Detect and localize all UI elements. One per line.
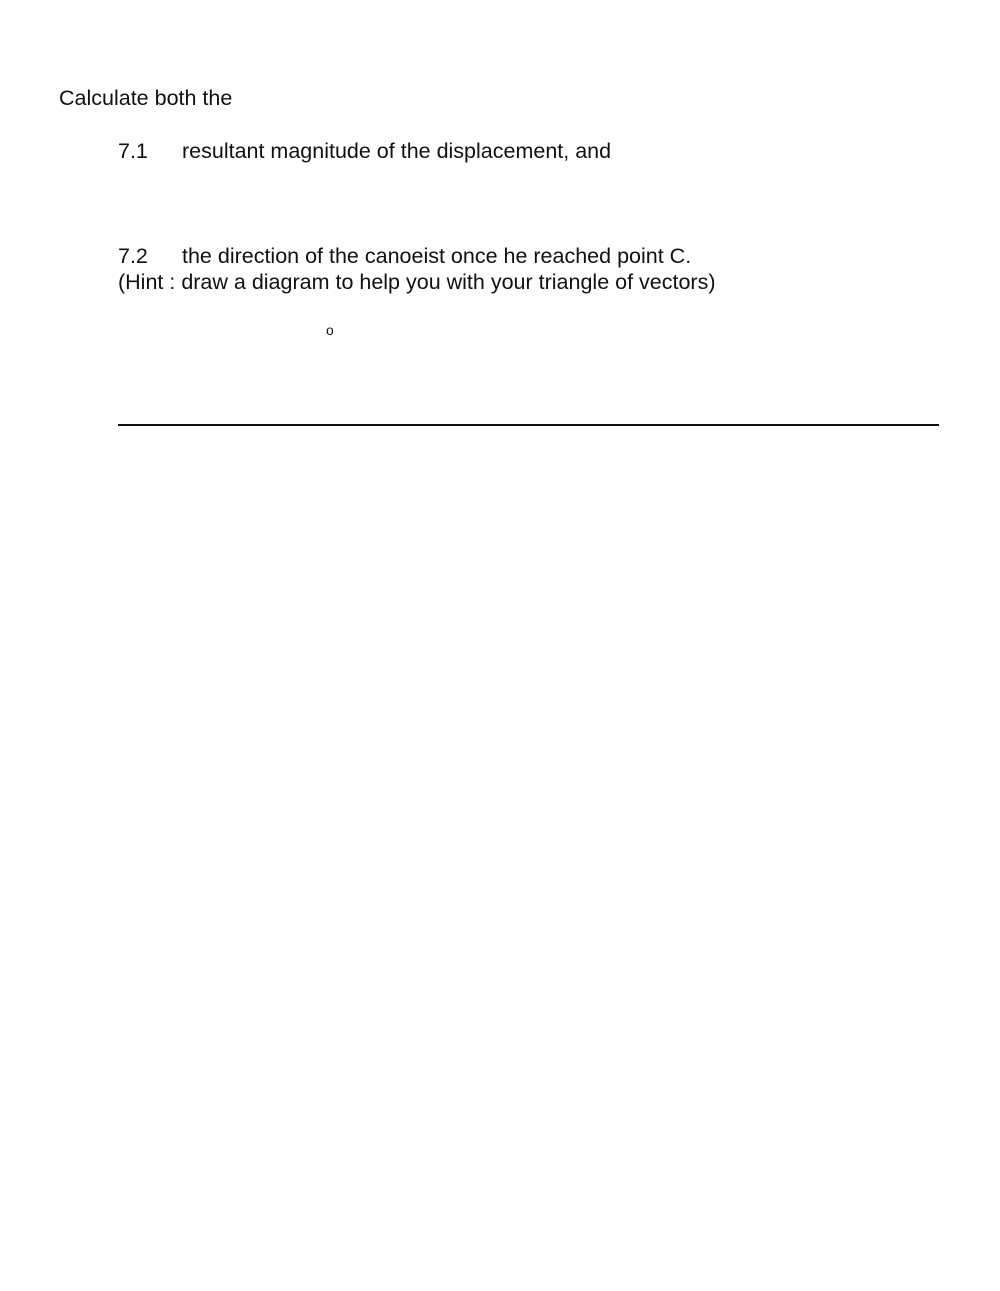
- question-text: resultant magnitude of the displacement, and: [182, 139, 612, 163]
- degree-symbol: o: [326, 322, 334, 338]
- question-number: 7.2: [118, 244, 148, 268]
- intro-text: Calculate both the: [59, 86, 233, 110]
- answer-line: [118, 424, 939, 426]
- hint-text: (Hint : draw a diagram to help you with your triangle of vectors): [118, 270, 716, 294]
- question-number: 7.1: [118, 139, 148, 163]
- question-text: the direction of the canoeist once he reached point C.: [182, 244, 692, 268]
